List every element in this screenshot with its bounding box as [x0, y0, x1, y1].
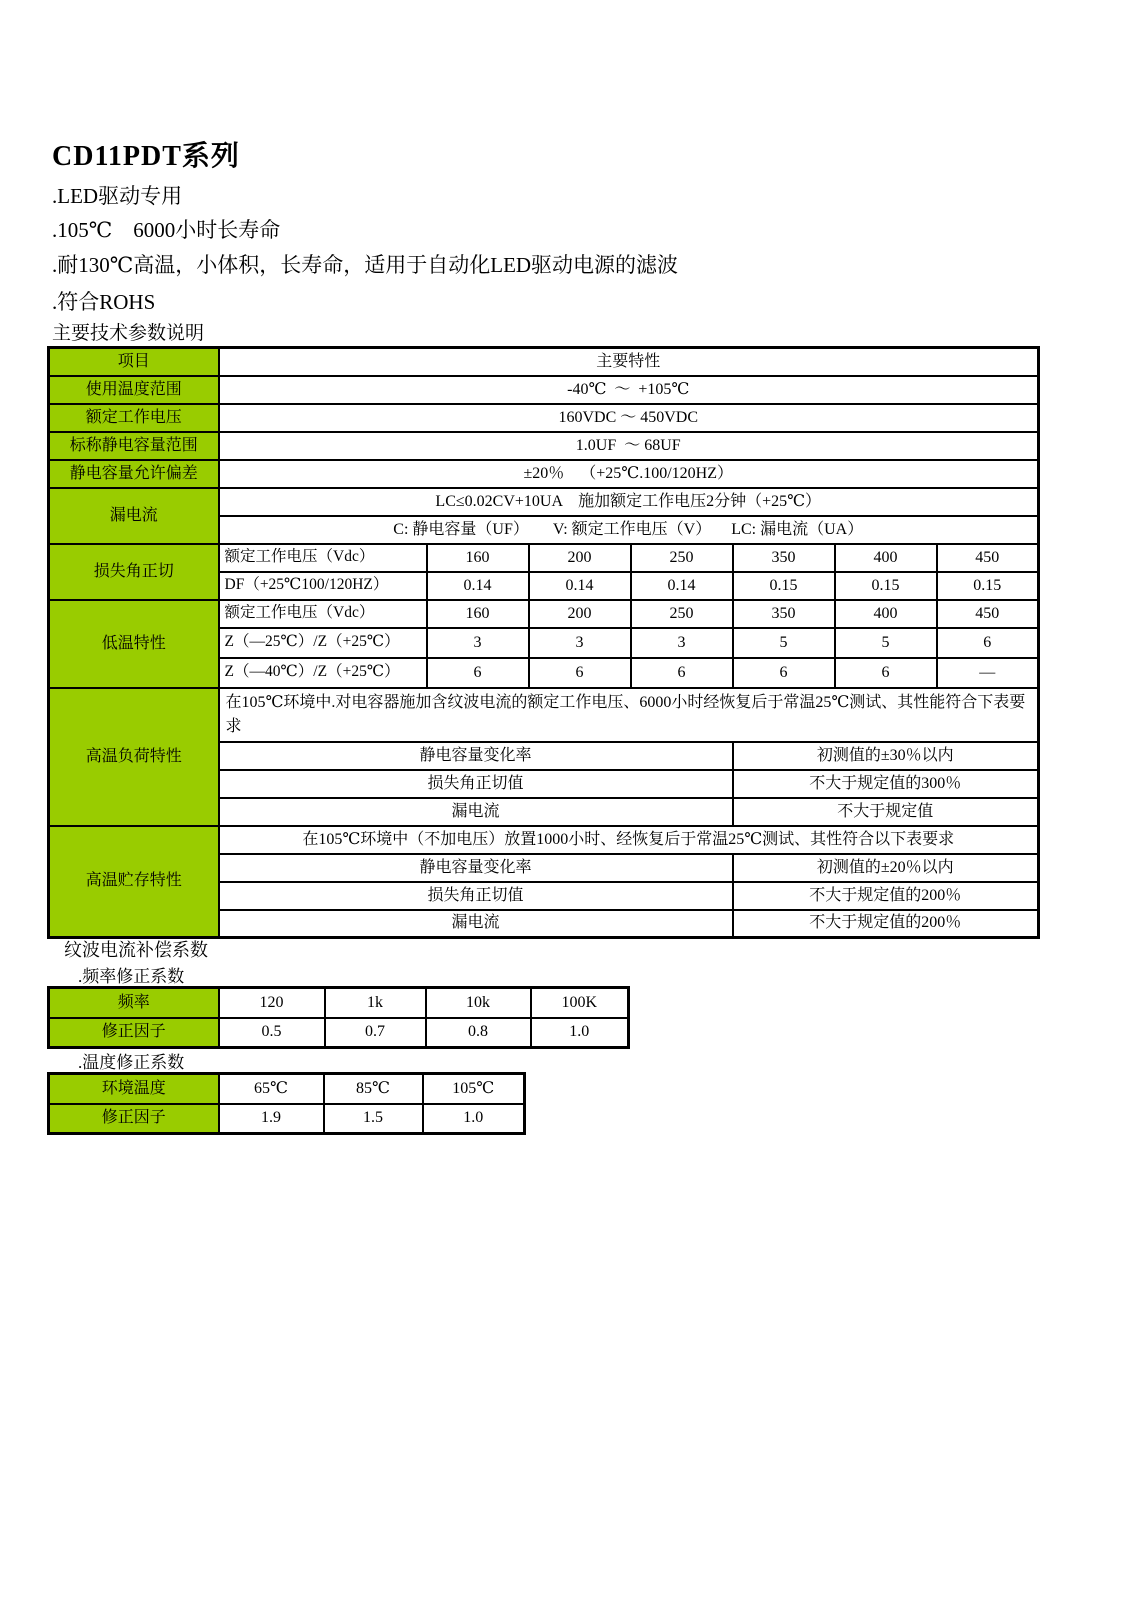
high-temp-load-label: 高温负荷特性: [49, 688, 219, 826]
feature-bullet-2: .105℃ 6000小时长寿命: [52, 218, 281, 242]
temp-factor-cell: 1.5: [324, 1104, 423, 1134]
voltage-cell: 450: [937, 600, 1039, 628]
df-value-cell: 0.15: [733, 572, 835, 600]
voltage-cell: 250: [631, 600, 733, 628]
voltage-cell: 250: [631, 544, 733, 572]
voltage-cell: 160: [427, 600, 529, 628]
df-value-cell: 0.14: [631, 572, 733, 600]
freq-value-cell: 1k: [325, 988, 426, 1018]
freq-value-cell: 10k: [426, 988, 531, 1018]
param-value: -40℃ ～ +105℃: [219, 376, 1039, 404]
header-value-cell: 主要特性: [219, 348, 1039, 376]
temperature-correction-table: [47, 1072, 526, 1135]
freq-value-cell: 100K: [531, 988, 629, 1018]
voltage-cell: 200: [529, 544, 631, 572]
high-temp-storage-label: 高温贮存特性: [49, 826, 219, 938]
z40-value-cell: 6: [529, 658, 631, 688]
voltage-cell: 400: [835, 544, 937, 572]
temperature-correction-heading: .温度修正系数: [78, 1053, 185, 1072]
z25-value-cell: 5: [835, 628, 937, 658]
section-heading-main-parameters: 主要技术参数说明: [47, 318, 1037, 348]
freq-factor-cell: 1.0: [531, 1018, 629, 1048]
param-label: 静电容量允许偏差: [49, 460, 219, 488]
z25-value-cell: 3: [529, 628, 631, 658]
leakage-legend: C: 静电容量（UF） V: 额定工作电压（V） LC: 漏电流（UA）: [219, 516, 1039, 544]
z40-value-cell: 6: [631, 658, 733, 688]
freq-factor-label: 修正因子: [49, 1018, 219, 1048]
feature-bullet-1: .LED驱动专用: [52, 184, 183, 208]
z25-value-cell: 3: [631, 628, 733, 658]
ambient-temp-cell: 105℃: [423, 1074, 525, 1104]
dissipation-label: 损失角正切: [49, 544, 219, 600]
voltage-cell: 200: [529, 600, 631, 628]
voltage-cell: 350: [733, 544, 835, 572]
temp-factor-label: 修正因子: [49, 1104, 219, 1134]
feature-bullet-3: .耐130℃高温，小体积，长寿命，适用于自动化LED驱动电源的滤波: [52, 253, 679, 277]
test-item-cell: 损失角正切值: [219, 882, 733, 910]
leakage-label: 漏电流: [49, 488, 219, 544]
frequency-correction-heading: .频率修正系数: [78, 967, 185, 986]
ambient-temp-cell: 85℃: [324, 1074, 423, 1104]
z25-value-cell: 3: [427, 628, 529, 658]
freq-factor-cell: 0.5: [219, 1018, 325, 1048]
df-value-cell: 0.14: [529, 572, 631, 600]
header-item-cell: 项目: [49, 348, 219, 376]
param-value: 160VDC ～ 450VDC: [219, 404, 1039, 432]
temp-factor-cell: 1.9: [219, 1104, 324, 1134]
z40-value-cell: 6: [835, 658, 937, 688]
frequency-correction-table: [47, 986, 630, 1049]
freq-factor-cell: 0.7: [325, 1018, 426, 1048]
voltage-cell: 350: [733, 600, 835, 628]
df-value-cell: 0.15: [937, 572, 1039, 600]
voltage-cell: 450: [937, 544, 1039, 572]
df-value-cell: 0.15: [835, 572, 937, 600]
main-spec-table: [47, 346, 1040, 939]
test-criteria-cell: 不大于规定值的200％: [733, 910, 1039, 938]
z40-value-cell: 6: [733, 658, 835, 688]
param-value: 1.0UF ～ 68UF: [219, 432, 1039, 460]
voltage-header-label: 额定工作电压（Vdc）: [219, 544, 427, 572]
freq-row-label: 频率: [49, 988, 219, 1018]
z40-row-label: Z（—40℃）/Z（+25℃）: [219, 658, 427, 688]
ambient-temp-cell: 65℃: [219, 1074, 324, 1104]
test-item-cell: 静电容量变化率: [219, 854, 733, 882]
leakage-formula: LC≤0.02CV+10UA 施加额定工作电压2分钟（+25℃）: [219, 488, 1039, 516]
z40-value-cell: 6: [427, 658, 529, 688]
param-value: ±20％ （+25℃.100/120HZ）: [219, 460, 1039, 488]
freq-value-cell: 120: [219, 988, 325, 1018]
page-title: CD11PDT系列: [52, 141, 240, 172]
test-criteria-cell: 初测值的±30％以内: [733, 742, 1039, 770]
test-item-cell: 漏电流: [219, 798, 733, 826]
voltage-header-label: 额定工作电压（Vdc）: [219, 600, 427, 628]
test-criteria-cell: 不大于规定值: [733, 798, 1039, 826]
df-row-label: DF（+25℃100/120HZ）: [219, 572, 427, 600]
low-temp-label: 低温特性: [49, 600, 219, 688]
test-criteria-cell: 初测值的±20％以内: [733, 854, 1039, 882]
test-criteria-cell: 不大于规定值的300％: [733, 770, 1039, 798]
feature-bullet-4: .符合ROHS: [52, 290, 156, 314]
test-item-cell: 漏电流: [219, 910, 733, 938]
z25-value-cell: 5: [733, 628, 835, 658]
ripple-section-heading: 纹波电流补偿系数: [64, 940, 208, 960]
temp-factor-cell: 1.0: [423, 1104, 525, 1134]
param-label: 标称静电容量范围: [49, 432, 219, 460]
high-temp-storage-description: 在105℃环境中（不加电压）放置1000小时、经恢复后于常温25℃测试、其性符合以下表要求: [219, 826, 1039, 854]
z25-value-cell: 6: [937, 628, 1039, 658]
test-criteria-cell: 不大于规定值的200％: [733, 882, 1039, 910]
z25-row-label: Z（—25℃）/Z（+25℃）: [219, 628, 427, 658]
test-item-cell: 损失角正切值: [219, 770, 733, 798]
param-label: 额定工作电压: [49, 404, 219, 432]
df-value-cell: 0.14: [427, 572, 529, 600]
z40-value-cell: —: [937, 658, 1039, 688]
freq-factor-cell: 0.8: [426, 1018, 531, 1048]
ambient-temp-label: 环境温度: [49, 1074, 219, 1104]
voltage-cell: 400: [835, 600, 937, 628]
high-temp-load-description: 在105℃环境中.对电容器施加含纹波电流的额定工作电压、6000小时经恢复后于常温25℃测试、其性能符合下表要求: [219, 688, 1039, 742]
test-item-cell: 静电容量变化率: [219, 742, 733, 770]
param-label: 使用温度范围: [49, 376, 219, 404]
voltage-cell: 160: [427, 544, 529, 572]
